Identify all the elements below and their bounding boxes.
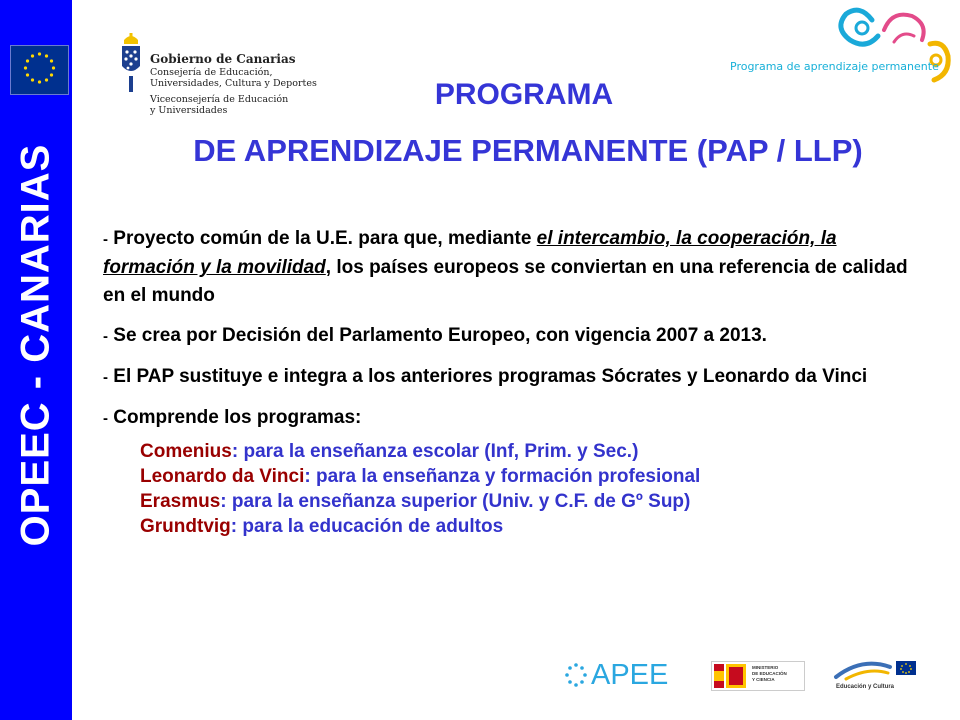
program-name: Leonardo da Vinci xyxy=(140,466,305,487)
bullet-decision xyxy=(103,322,913,351)
bullet-project-emphasis: el intercambio, la cooperación, la formación y la movilidad xyxy=(103,228,837,278)
bullet-dash: - xyxy=(103,231,108,248)
program-description: : para la enseñanza superior (Univ. y C.F. de Gº Sup) xyxy=(220,491,691,512)
list-item xyxy=(140,439,913,464)
education-culture-logo xyxy=(832,655,950,700)
ministry-label-line-1: MINISTERIO xyxy=(752,665,779,670)
apee-label: APEE xyxy=(591,659,669,691)
government-title: Gobierno de Canarias xyxy=(150,52,296,66)
content-body xyxy=(103,225,913,539)
apee-star-ring-icon xyxy=(563,659,589,695)
program-name: Erasmus xyxy=(140,491,221,512)
bullet-dash: - xyxy=(103,369,108,386)
bullet-project xyxy=(103,225,913,310)
program-logo-label: Programa de aprendizaje permanente xyxy=(730,60,939,73)
list-item xyxy=(140,489,913,514)
program-name: Grundtvig xyxy=(140,516,231,537)
page-title-line-2: DE APRENDIZAJE PERMANENTE (PAP / LLP) xyxy=(193,133,863,168)
program-list xyxy=(140,439,913,539)
education-culture-swoosh-icon xyxy=(832,655,950,685)
bullet-programs xyxy=(103,404,913,433)
program-description: : para la enseñanza y formación profesional xyxy=(304,466,701,487)
government-dept-line-4: y Universidades xyxy=(150,105,228,116)
ministry-logo xyxy=(711,661,805,691)
ministry-label xyxy=(752,665,787,683)
bullet-project-start: Proyecto común de la U.E. para que, mediante xyxy=(113,228,537,249)
ministry-label-line-3: Y CIENCIA xyxy=(752,677,775,682)
bullet-replaces xyxy=(103,363,913,392)
government-dept-line-1: Consejería de Educación, xyxy=(150,67,273,78)
program-description: : para la enseñanza escolar (Inf, Prim. y Sec.) xyxy=(231,441,639,462)
bullet-replaces-text: El PAP sustituye e integra a los anteriores programas Sócrates y Leonardo da Vinci xyxy=(113,366,868,387)
bullet-dash: - xyxy=(103,328,108,345)
page-title-line-1: PROGRAMA xyxy=(434,78,614,111)
bullet-project-end: , los países europeos se conviertan en una referencia de calidad en el mundo xyxy=(103,257,908,306)
sidebar-vertical-title: OPEEC - CANARIAS xyxy=(13,143,58,547)
list-item xyxy=(140,464,913,489)
program-description: : para la educación de adultos xyxy=(230,516,504,537)
apee-logo xyxy=(563,657,683,697)
list-item xyxy=(140,514,913,539)
bullet-programs-text: Comprende los programas: xyxy=(113,407,362,428)
spain-emblem-icon xyxy=(712,662,748,690)
program-name: Comenius xyxy=(140,441,232,462)
government-dept-line-2: Universidades, Cultura y Deportes xyxy=(150,78,317,89)
government-dept-line-3: Viceconsejería de Educación xyxy=(150,94,289,105)
bullet-decision-text: Se crea por Decisión del Parlamento Europeo, con vigencia 2007 a 2013. xyxy=(113,325,767,346)
ministry-label-line-2: DE EDUCACIÓN xyxy=(752,671,787,676)
education-culture-label: Educación y Cultura xyxy=(836,684,895,690)
bullet-dash: - xyxy=(103,410,108,427)
